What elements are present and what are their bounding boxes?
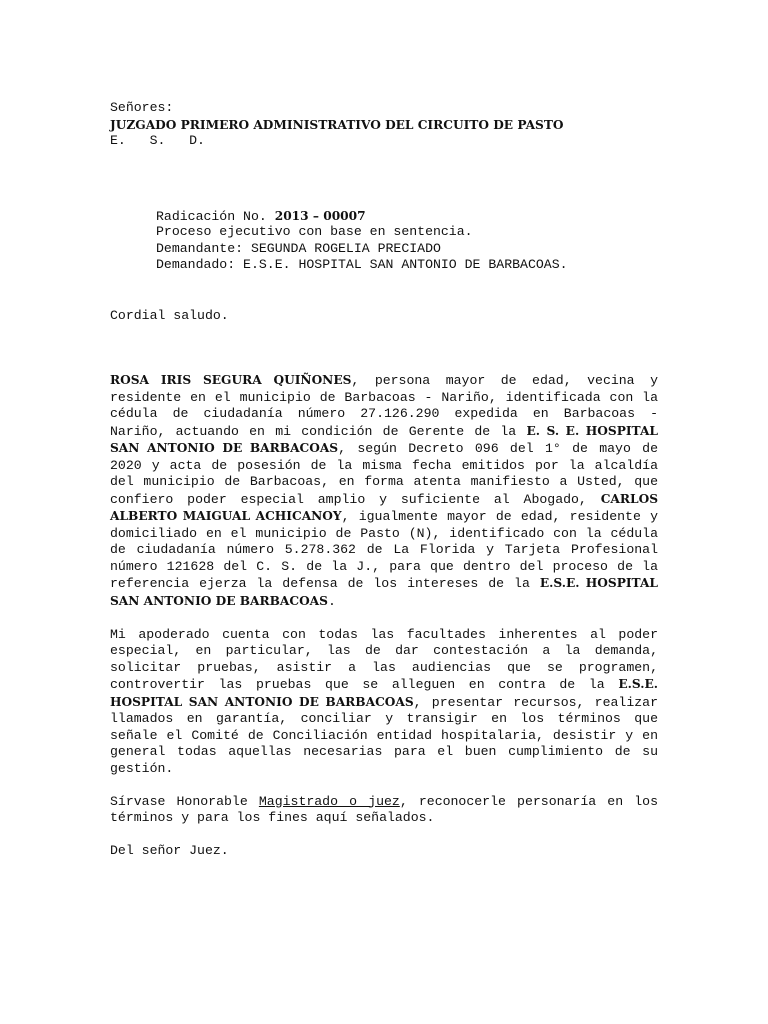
paragraph-facultades bbox=[110, 627, 658, 778]
paragraph-solicitud bbox=[110, 794, 658, 827]
entity-name-2: E.S.E. HOSPITAL SAN ANTONIO DE BARBACOAS bbox=[110, 576, 658, 608]
entity-name-3: E.S.E. HOSPITAL SAN ANTONIO DE BARBACOAS bbox=[110, 677, 658, 709]
esd: E. S. D. bbox=[110, 133, 205, 148]
grantor-name: ROSA IRIS SEGURA QUIÑONES bbox=[110, 373, 352, 387]
radicacion-number: 2013 – 00007 bbox=[274, 208, 366, 223]
paragraph2-text2: , presentar recursos, realizar llamados en garantía, conciliar y transigir en los términos que señale el Comité de Conciliación entidad hospitalaria, desistir y en general todas aquellas necesarias para el buen cumplimiento de su gestión. bbox=[110, 694, 658, 776]
underlined-term: Magistrado o juez bbox=[258, 793, 400, 809]
paragraph1-text4: . bbox=[327, 593, 336, 609]
greeting: Señores: bbox=[110, 100, 174, 115]
radicacion-label: Radicación No. bbox=[156, 208, 275, 224]
paragraph3-text1: Sírvase Honorable bbox=[110, 793, 259, 809]
entity-name: E. S. E. HOSPITAL SAN ANTONIO DE BARBACOAS bbox=[110, 423, 658, 455]
letter-body bbox=[110, 100, 658, 860]
demandado: Demandado: E.S.E. HOSPITAL SAN ANTONIO DE BARBACOAS. bbox=[156, 257, 568, 272]
closing: Del señor Juez. bbox=[110, 843, 229, 858]
court-name: JUZGADO PRIMERO ADMINISTRATIVO DEL CIRCUITO DE PASTO bbox=[110, 117, 564, 132]
paragraph2-text1: Mi apoderado cuenta con todas las facultades inherentes al poder especial, en particular, las de dar contestación a la demanda, solicitar pruebas, asistir a las audiencias que se programen, controvertir las pruebas que se alleguen en contra de la bbox=[110, 626, 658, 692]
proceso: Proceso ejecutivo con base en sentencia. bbox=[156, 224, 473, 239]
radicacion bbox=[110, 208, 658, 225]
paragraph3-text2: , reconocerle personaría en los términos y para los fines aquí señalados. bbox=[110, 793, 658, 825]
demandante: Demandante: SEGUNDA ROGELIA PRECIADO bbox=[156, 240, 441, 256]
paragraph1-text3: , igualmente mayor de edad, residente y domiciliado en el municipio de Pasto (N), identificado con la cédula de ciudadanía número 5.278.362 de La Florida y Tarjeta Profesional número 121628 del C. S. de la J., para que dentro del proceso de la referencia ejerza la defensa de los intereses de la bbox=[110, 509, 658, 591]
paragraph1-text2: , según Decreto 096 del 1° de mayo de 2020 y acta de posesión de la misma fecha emitidos por la alcaldía del municipio de Barbacoas, en forma atenta manifiesto a Usted, que confiero poder especial amplio y suficiente al Abogado, bbox=[110, 441, 658, 507]
paragraph1-text1: , persona mayor de edad, vecina y residente en el municipio de Barbacoas - Nariño, identificada con la cédula de ciudadanía número 27.126.290 expedida en Barbacoas - Nariño, actuando en mi condición de Gerente de la bbox=[110, 373, 658, 439]
salutation: Cordial saludo. bbox=[110, 307, 229, 323]
attorney-name: CARLOS ALBERTO MAIGUAL ACHICANOY bbox=[110, 491, 658, 523]
paragraph-poder bbox=[110, 372, 658, 610]
